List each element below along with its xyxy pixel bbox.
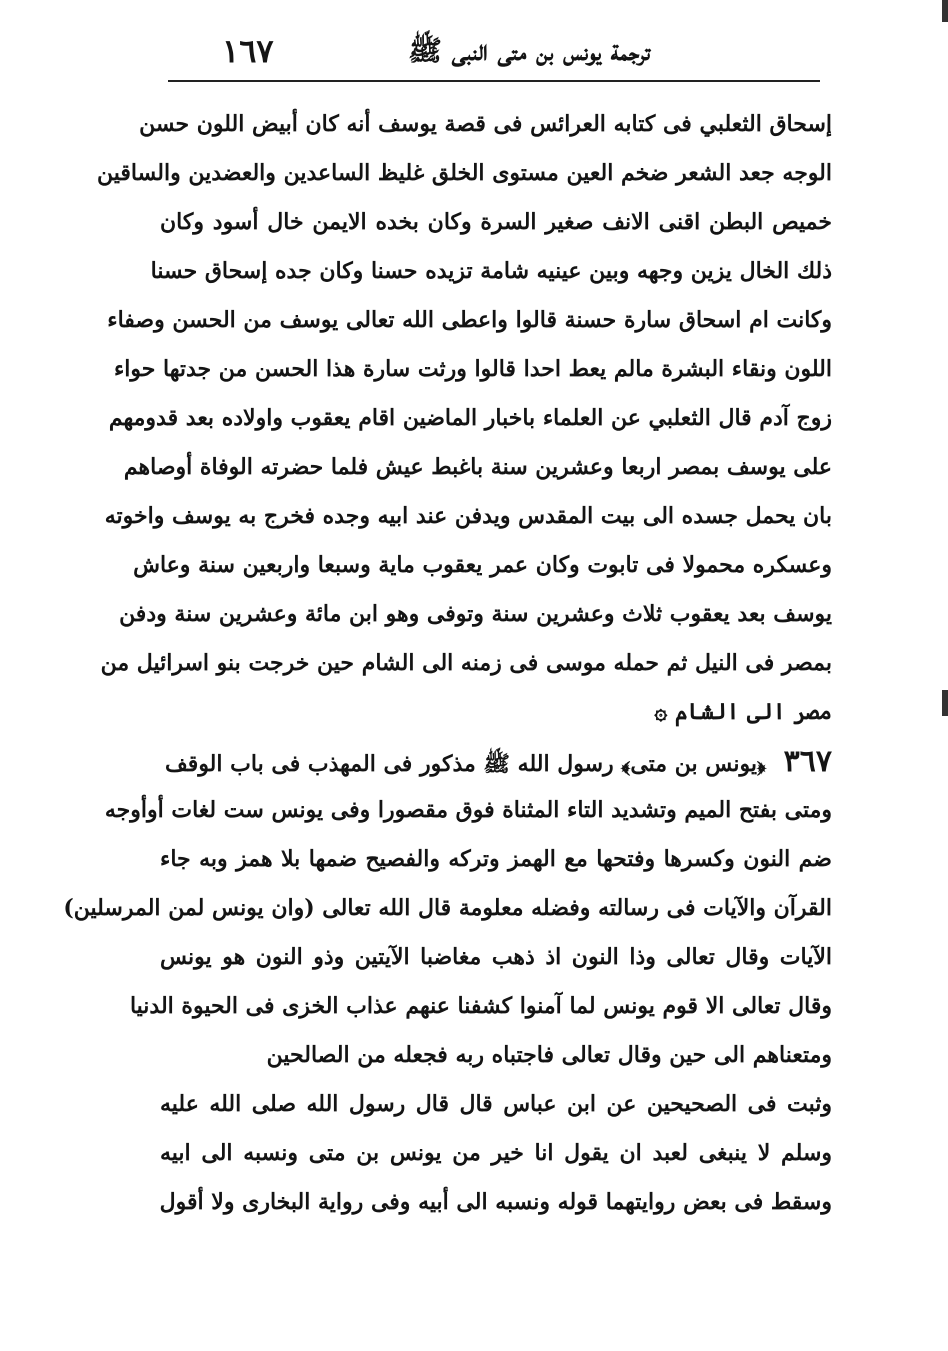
page-header <box>150 28 810 80</box>
text-line: القرآن والآيات فى رسالته وفضله معلومة قال الله تعالى (وان يونس لمن المرسلين) <box>63 895 832 921</box>
text-line: وثبت فى الصحيحين عن ابن عباس قال قال رسول الله صلى الله عليه <box>160 1091 832 1117</box>
text-line: يوسف بعد يعقوب ثلاث وعشرين سنة وتوفى وهو ابن مائة وعشرين سنة ودفن <box>119 601 832 627</box>
text-line: ومتى بفتح الميم وتشديد التاء المثناة فوق مقصورا وفى يونس ست لغات أوأوجه <box>104 797 832 823</box>
entry-number: ٣٦٧ <box>783 744 832 779</box>
entry-start <box>165 737 832 789</box>
text-line: اللون ونقاء البشرة مالم يعط احدا قالوا ورثت سارة هذا الحسن من جدتها حواء <box>113 356 832 382</box>
scan-edge-mark <box>942 0 948 22</box>
text-line: بان يحمل جسده الى بيت المقدس ويدفن عند ابيه وجده فخرج به يوسف واخوته <box>104 503 832 529</box>
text-line: على يوسف بمصر اربعا وعشرين سنة باغبط عيش فلما حضرته الوفاة أوصاهم <box>123 454 832 480</box>
text-line: وكانت ام اسحاق سارة حسنة قالوا واعطى الله تعالى يوسف من الحسن وصفاء <box>107 307 832 333</box>
text-line: خميص البطن اقنى الانف صغير السرة وكان بخده الايمن خال أسود وكان <box>160 209 832 235</box>
text-line: وعسكره محمولا فى تابوت وكان عمر يعقوب ماية وسبعا واربعين سنة وعاش <box>133 552 832 578</box>
text-line: زوج آدم قال الثعلبي عن العلماء باخبار الماضين اقام يعقوب واولاده بعد قدومهم <box>108 405 832 431</box>
text-line: وقال تعالى الا قوم يونس لما آمنوا كشفنا عنهم عذاب الخزى فى الحيوة الدنيا <box>129 993 832 1019</box>
text-line: ضم النون وكسرها وفتحها مع الهمز وتركه والفصيح ضمها بلا همز وبه جاء <box>160 846 832 872</box>
text-line: ذلك الخال يزين وجهه وبين عينيه شامة تزيده حسنا وكان جده إسحاق حسنا <box>150 258 832 284</box>
entry-heading-line <box>160 737 832 786</box>
text-line: بمصر فى النيل ثم حمله موسى فى زمنه الى الشام حين خرجت بنو اسرائيل من <box>100 650 832 676</box>
text-line: مصر الى الشام ۞ <box>654 699 832 725</box>
page-number: ١٦٧ <box>222 32 274 70</box>
entry-heading: ﴿يونس بن متى﴾ رسول الله ﷺ مذكور فى المهذب فى باب الوقف <box>165 751 766 777</box>
running-title: ترجمة يونس بن متى النبى ﷺ <box>408 34 650 67</box>
header-rule <box>168 80 820 82</box>
text-line: وسقط فى بعض روايتهما قوله ونسبه الى أبيه وفى رواية البخارى ولا أقول <box>159 1189 832 1215</box>
text-line: الآيات وقال تعالى وذا النون اذ ذهب مغاضبا الآيتين وذو النون هو يونس <box>160 944 832 970</box>
text-line: الوجه جعد الشعر ضخم العين مستوى الخلق غليظ الساعدين والعضدين والساقين <box>97 160 832 186</box>
body-text <box>63 100 832 1227</box>
scan-edge-mark <box>942 690 948 716</box>
text-line: إسحاق الثعلبي فى كتابه العرائس فى قصة يوسف أنه كان أبيض اللون حسن <box>139 111 832 137</box>
text-line: وسلم لا ينبغى لعبد ان يقول انا خير من يونس بن متى ونسبه الى ابيه <box>160 1140 832 1166</box>
text-line: ومتعناهم الى حين وقال تعالى فاجتباه ربه فجعله من الصالحين <box>266 1042 832 1068</box>
